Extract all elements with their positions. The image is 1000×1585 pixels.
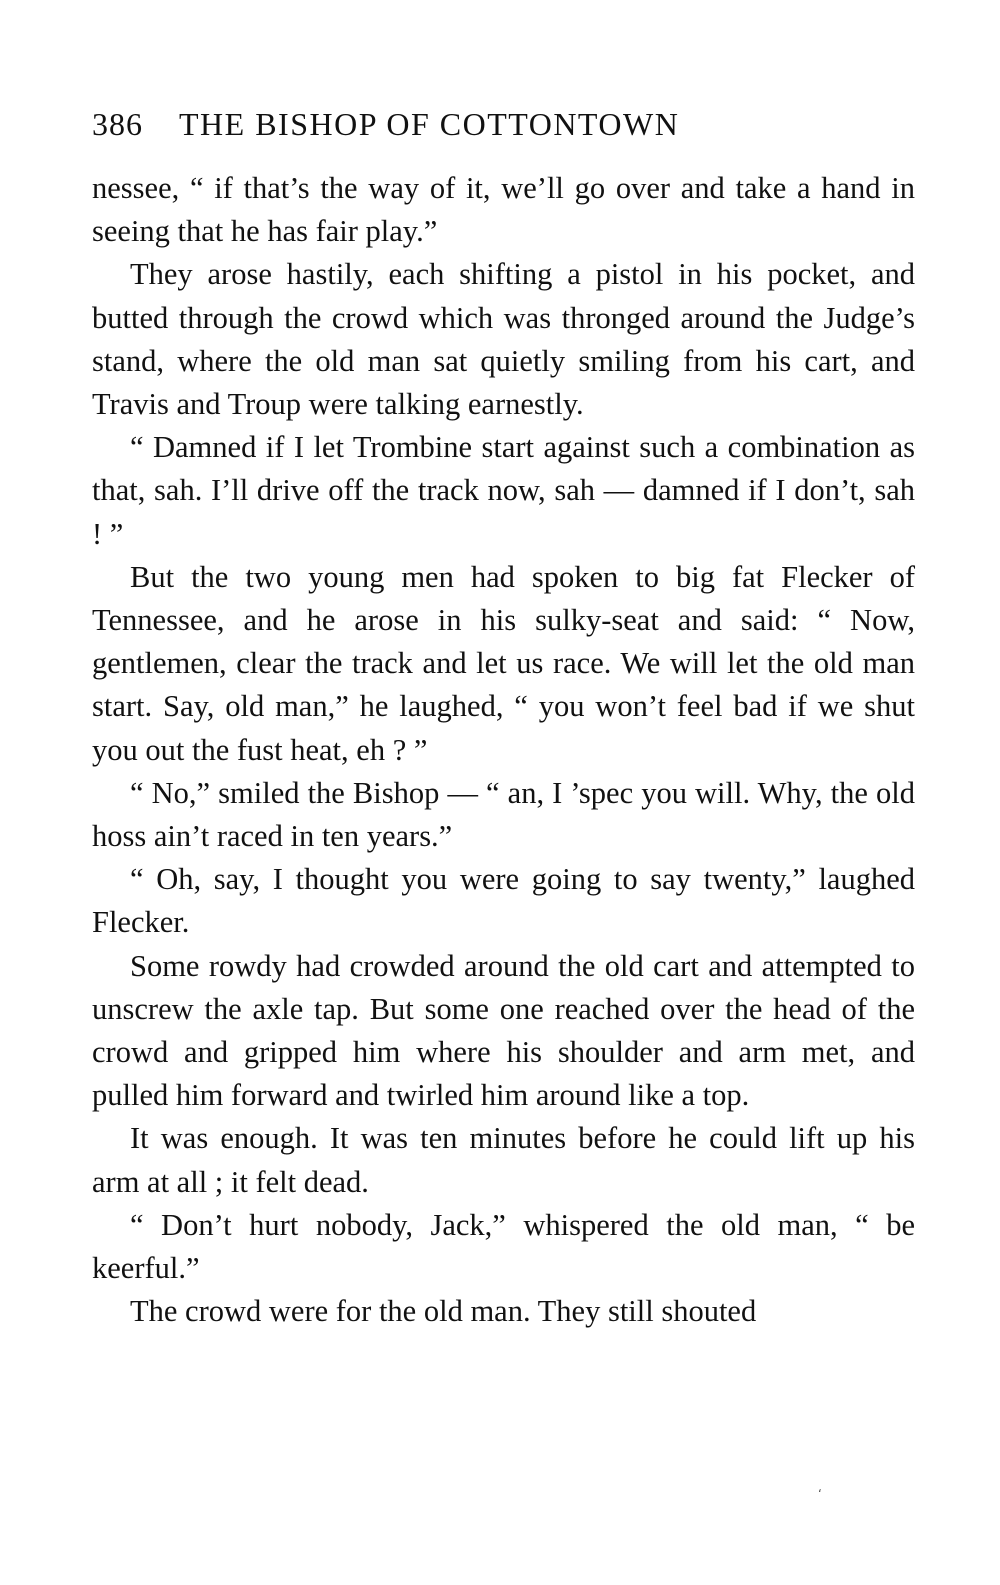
paragraph: “ Don’t hurt nobody, Jack,” whispered the old man, “ be keerful.” [92, 1207, 915, 1286]
paragraph: It was enough. It was ten minutes before he could lift up his arm at all ; it felt dead. [92, 1121, 915, 1199]
body-text [92, 167, 915, 1333]
running-title: THE BISHOP OF COTTONTOWN [179, 106, 680, 142]
paragraph: The crowd were for the old man. They still shouted [130, 1294, 757, 1329]
paragraph-continuation: nessee, “ if that’s the way of it, we’ll go over and take a hand in seeing that he has fair play.” [92, 171, 915, 249]
paragraph: “ Oh, say, I thought you were going to say twenty,” laughed Flecker. [92, 862, 915, 940]
paragraph: “ Damned if I let Trombine start against such a combination as that, sah. I’ll drive off the track now, sah — damned if I don’t, sah ! ” [92, 430, 915, 551]
paragraph: “ No,” smiled the Bishop — “ an, I ’spec you will. Why, the old hoss ain’t raced in ten years.” [92, 775, 915, 854]
paragraph: They arose hastily, each shifting a pistol in his pocket, and butted through the crowd which was thronged around the Judge’s stand, where the old man sat quietly smiling from his cart, and Travis and Troup were talking earnestly. [92, 257, 915, 422]
paragraph: But the two young men had spoken to big fat Flecker of Tennessee, and he arose in his sulky-seat and said: “ Now, gentlemen, clear the track and let us race. We will let the old man start. Say, old man,” he laughed, “ you won’t feel bad if we shut you out the fust heat, eh ? ” [92, 559, 915, 767]
paragraph: Some rowdy had crowded around the old cart and attempted to unscrew the axle tap. But some one reached over the head of the crowd and gripped him where his shoulder and arm met, and pulled him forward and twirled him around like a top. [92, 948, 915, 1113]
page-number: 386 [92, 106, 143, 142]
running-head [92, 100, 922, 148]
print-speck: ʻ [818, 1487, 822, 1501]
